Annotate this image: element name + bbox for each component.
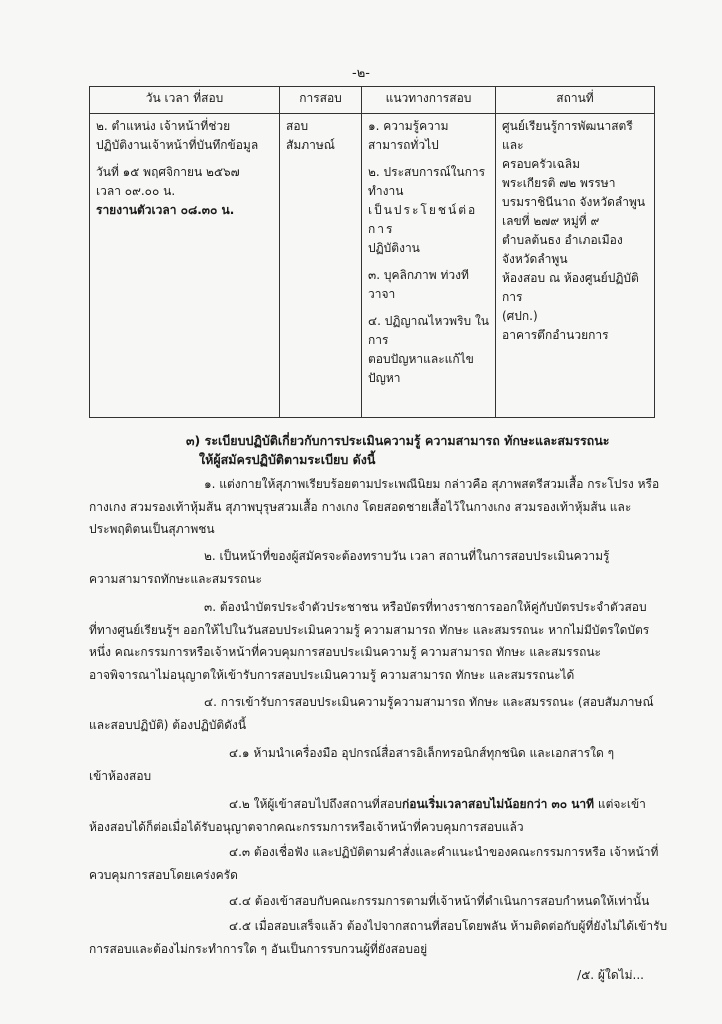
position-line-1: ๒. ตำแหน่ง เจ้าหน้าที่ช่วย bbox=[96, 119, 231, 133]
place-line-9: (ศปก.) bbox=[502, 309, 538, 323]
rule-4-1-line-a: ๔.๑ ห้ามนำเครื่องมือ อุปกรณ์สื่อสารอิเล็กทรอนิกส์ทุกชนิด และเอกสารใด ๆ bbox=[229, 746, 615, 760]
exam-type: สอบสัมภาษณ์ bbox=[286, 119, 335, 152]
exam-schedule-table bbox=[89, 86, 655, 418]
rule-4-5-line-a: ๔.๕ เมื่อสอบเสร็จแล้ว ต้องไปจากสถานที่สอบโดยพลัน ห้ามติดต่อกับผู้ที่ยังไม่ได้เข้ารับ bbox=[229, 919, 668, 933]
rule-3-line-d: อาจพิจารณาไม่อนุญาตให้เข้ารับการสอบประเมินความรู้ ความสามารถ ทักษะ และสมรรถนะได้ bbox=[89, 668, 575, 682]
rule-4-2-post: แต่จะเข้า bbox=[594, 797, 646, 811]
report-time: รายงานตัวเวลา ๐๘.๓๐ น. bbox=[96, 203, 235, 217]
rule-2-line-a: ๒. เป็นหน้าที่ของผู้สมัครจะต้องทราบวัน เวลา สถานที่ในการสอบประเมินความรู้ bbox=[204, 549, 610, 563]
place-line-5: เลขที่ ๒๗๙ หมู่ที่ ๙ bbox=[502, 214, 600, 228]
section-title-line-2: ให้ผู้สมัครปฏิบัติตามระเบียบ ดังนี้ bbox=[199, 452, 376, 467]
rule-3-line-a: ๓. ต้องนำบัตรประจำตัวประชาชน หรือบัตรที่ทางราชการออกให้คู่กับบัตรประจำตัวสอบ bbox=[204, 600, 647, 614]
guide-item-4b: ตอบปัญหาและแก้ไขปัญหา bbox=[368, 352, 474, 385]
rule-4-5-line-b: การสอบและต้องไม่กระทำการใด ๆ อันเป็นการรบกวนผู้ที่ยังสอบอยู่ bbox=[89, 942, 428, 956]
place-line-10: อาคารตึกอำนวยการ bbox=[502, 328, 609, 342]
guide-item-3: ๓. บุคลิกภาพ ท่วงทีวาจา bbox=[368, 268, 469, 301]
rule-2-line-b: ความสามารถทักษะและสมรรถนะ bbox=[89, 572, 262, 586]
cell-exam-type bbox=[280, 114, 362, 418]
header-location: สถานที่ bbox=[496, 87, 655, 114]
page-number: -๒- bbox=[352, 66, 370, 81]
place-line-8: ห้องสอบ ณ ห้องศูนย์ปฏิบัติการ bbox=[502, 271, 639, 304]
rule-4-line-a: ๔. การเข้ารับการสอบประเมินความรู้ความสามารถ ทักษะ และสมรรถนะ (สอบสัมภาษณ์ bbox=[204, 695, 654, 709]
rule-4-line-b: และสอบปฏิบัติ) ต้องปฏิบัติดังนี้ bbox=[89, 718, 247, 732]
header-guideline: แนวทางการสอบ bbox=[362, 87, 496, 114]
rule-1-line-b: กางเกง สวมรองเท้าหุ้มส้น สุภาพบุรุษสวมเสื้อ กางเกง โดยสอดชายเสื้อไว้ในกางเกง สวมรองเท้าหุ้มส้น และ bbox=[89, 500, 632, 514]
guide-item-2b: เป็นประโยชน์ต่อการ bbox=[368, 203, 478, 236]
rule-4-3-line-a: ๔.๓ ต้องเชื่อฟัง และปฏิบัติตามคำสั่งและคำแนะนำของคณะกรรมการหรือ เจ้าหน้าที่ bbox=[229, 845, 659, 859]
place-line-6: ตำบลต้นธง อำเภอเมือง bbox=[502, 233, 623, 247]
rule-3-line-b: ที่ทางศูนย์เรียนรู้ฯ ออกให้ไปในวันสอบประเมินความรู้ ความสามารถ ทักษะ และสมรรถนะ หากไม่มีบัตรใดบัตร bbox=[89, 623, 650, 637]
place-line-7: จังหวัดลำพูน bbox=[502, 252, 568, 266]
section-title bbox=[186, 431, 686, 469]
rule-4-3-line-b: ควบคุมการสอบโดยเคร่งครัด bbox=[89, 868, 238, 882]
cell-datetime bbox=[90, 114, 280, 418]
exam-time: เวลา ๐๙.๐๐ น. bbox=[96, 184, 176, 198]
rule-1-line-c: ประพฤติตนเป็นสุภาพชน bbox=[89, 522, 215, 536]
position-line-2: ปฏิบัติงานเจ้าหน้าที่บันทึกข้อมูล bbox=[96, 138, 259, 152]
rule-4-2-line-b: ห้องสอบได้ก็ต่อเมื่อได้รับอนุญาตจากคณะกรรมการหรือเจ้าหน้าที่ควบคุมการสอบแล้ว bbox=[89, 820, 524, 834]
header-datetime: วัน เวลา ที่สอบ bbox=[90, 87, 280, 114]
place-line-1: ศูนย์เรียนรู้การพัฒนาสตรีและ bbox=[502, 119, 633, 152]
guide-item-2a: ๒. ประสบการณ์ในการทำงาน bbox=[368, 165, 486, 198]
header-exam-type: การสอบ bbox=[280, 87, 362, 114]
rule-4-1-line-b: เข้าห้องสอบ bbox=[89, 769, 152, 783]
rule-4-2-line-a bbox=[89, 794, 722, 815]
guide-item-1: ๑. ความรู้ความสามารถทั่วไป bbox=[368, 119, 449, 152]
cell-guideline bbox=[362, 114, 496, 418]
place-line-2: ครอบครัวเฉลิม bbox=[502, 157, 581, 171]
guide-item-2c: ปฏิบัติงาน bbox=[368, 241, 420, 255]
continuation-note: /๕. ผู้ใดไม่... bbox=[577, 968, 644, 982]
rule-1-line-a: ๑. แต่งกายให้สุภาพเรียบร้อยตามประเพณีนิยม กล่าวคือ สุภาพสตรีสวมเสื้อ กระโปรง หรือ bbox=[204, 477, 660, 491]
rule-4-4: ๔.๔ ต้องเข้าสอบกับคณะกรรมการตามที่เจ้าหน้าที่ดำเนินการสอบกำหนดให้เท่านั้น bbox=[229, 894, 650, 908]
exam-date: วันที่ ๑๕ พฤศจิกายน ๒๕๖๗ bbox=[96, 165, 240, 179]
place-line-4: บรมราชินีนาถ จังหวัดลำพูน bbox=[502, 195, 646, 209]
table-header-row bbox=[90, 87, 655, 114]
rule-4-2-pre: ๔.๒ ให้ผู้เข้าสอบไปถึงสถานที่สอบ bbox=[229, 797, 402, 811]
guide-item-4a: ๔. ปฏิญาณไหวพริบ ในการ bbox=[368, 314, 490, 347]
rule-3-line-c: หนึ่ง คณะกรรมการหรือเจ้าหน้าที่ควบคุมการสอบประเมินความรู้ ความสามารถ ทักษะ และสมรรถนะ bbox=[89, 645, 601, 659]
place-line-3: พระเกียรติ ๗๒ พรรษา bbox=[502, 176, 616, 190]
rule-4-2-emphasis: ก่อนเริ่มเวลาสอบไม่น้อยกว่า ๓๐ นาที bbox=[401, 797, 595, 811]
cell-location bbox=[496, 114, 655, 418]
table-row bbox=[90, 114, 655, 418]
section-title-line-1: ๓) ระเบียบปฏิบัติเกี่ยวกับการประเมินความรู้ ความสามารถ ทักษะและสมรรถนะ bbox=[186, 433, 610, 448]
